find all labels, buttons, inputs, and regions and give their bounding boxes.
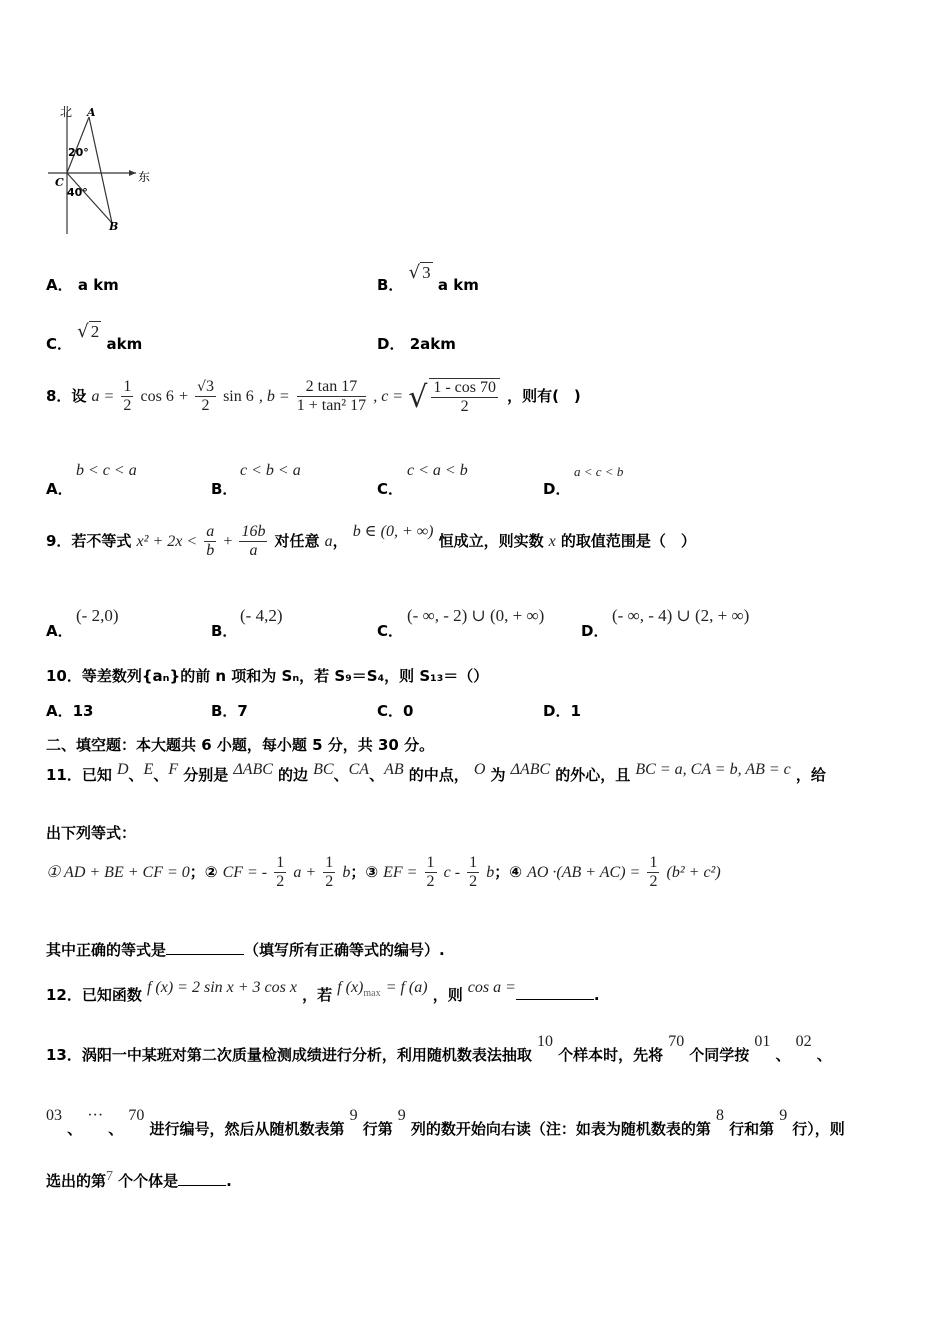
q13-n10: 10: [536, 1033, 553, 1050]
q11-sep-s2: ；③: [350, 863, 379, 881]
q9-frac1-num: a: [206, 523, 215, 540]
q7-option-b-text: a km: [437, 276, 479, 294]
q11-t5: 的外心，且: [555, 766, 631, 784]
q11-t4: 为: [490, 766, 506, 784]
q8-option-b: c < b < a: [240, 462, 301, 479]
q13-l3a: 选出的第: [46, 1172, 107, 1190]
q11-eq3-frac1-num: 1: [426, 854, 435, 871]
q11-eq2-frac2-den: 2: [325, 873, 334, 890]
q11-sep-s3: ；④: [494, 863, 522, 881]
q11-eq3-frac1-den: 2: [426, 873, 435, 890]
q9-frac1-den: b: [206, 542, 215, 559]
q8-b-def: , b =: [258, 388, 290, 405]
q11-ca: CA: [348, 761, 370, 778]
q13-n9a: 9: [349, 1107, 358, 1124]
q11-condition: BC = a, CA = b, AB = c: [635, 761, 791, 778]
q12-feq: = f (a): [385, 979, 428, 996]
q11-eq2-frac1-den: 2: [276, 873, 285, 890]
q13-n01: 01: [754, 1033, 771, 1050]
q12-fmax: f (x): [337, 979, 364, 996]
q13-l3b: 个个体是: [118, 1172, 179, 1190]
q8-a-def: a =: [91, 388, 115, 405]
q13-l2b: 行第: [362, 1120, 393, 1138]
q7-option-c-radicand: 2: [90, 322, 100, 341]
q11-point-f: F: [168, 761, 179, 778]
q9-option-c-label: C．: [377, 622, 404, 640]
q8-plus: +: [178, 388, 188, 405]
q8-cos6: cos 6: [140, 388, 174, 405]
q9-range-b: b ∈ (0, + ∞): [352, 523, 434, 540]
q8-number: 8．设: [46, 387, 87, 405]
q13-n9c: 9: [779, 1107, 788, 1124]
q12-max-sub: max: [363, 988, 381, 1000]
q11-bc: BC: [313, 761, 334, 778]
q11-line3: [46, 939, 445, 960]
q8-option-d-label: D．: [543, 480, 571, 498]
q11-eq2-frac1-num: 1: [276, 854, 285, 871]
figure-angle-20: 20°: [68, 146, 89, 159]
q8-tail: ，则有( ): [507, 387, 581, 405]
q13-n9b: 9: [397, 1107, 406, 1124]
q9-option-c: (- ∞, - 2) ∪ (0, + ∞): [407, 606, 545, 625]
q11-eq3c: b: [486, 864, 495, 881]
q11-sep2: 、: [153, 766, 169, 784]
q13-l2c: 列的数开始向右读（注：如表为随机数表的第: [410, 1120, 711, 1138]
direction-figure: [40, 100, 160, 240]
q8-option-c-label: C．: [377, 480, 404, 498]
q9-mid1: 对任意: [274, 532, 320, 550]
q7-option-d: [377, 333, 456, 354]
q11-number: 11．已知: [46, 766, 112, 784]
q7-option-a: [46, 274, 119, 295]
q11-sep4: 、: [369, 766, 385, 784]
q9-option-b-label: B．: [211, 622, 238, 640]
q7-option-c-label: C．: [46, 335, 73, 353]
q9-option-d: (- ∞, - 4) ∪ (2, + ∞): [612, 606, 750, 625]
q11-point-d: D: [116, 761, 129, 778]
q11-sep3: 、: [333, 766, 349, 784]
q13-l1b: 个样本时，先将: [558, 1046, 664, 1064]
figure-point-a: A: [87, 106, 96, 119]
q12-t1: ，若: [302, 986, 333, 1004]
q11-t6: ，给: [795, 766, 826, 784]
q12-number: 12．已知函数: [46, 986, 142, 1004]
q13-l1a: 13．涡阳一中某班对第二次质量检测成绩进行分析，利用随机数表法抽取: [46, 1046, 532, 1064]
q7-option-b: B． √ 3 a km: [377, 262, 479, 294]
q11-eq2c: b: [342, 864, 351, 881]
q7-option-d-label: D．: [377, 335, 405, 353]
q13-answer-blank[interactable]: [178, 1171, 226, 1186]
q12-cos: cos a =: [467, 979, 516, 996]
question-13-line3: [46, 1164, 232, 1190]
q10-stem: 10．等差数列{aₙ}的前 n 项和为 Sₙ，若 S₉＝S₄，则 S₁₃＝（）: [46, 667, 489, 685]
q13-n03: 03: [46, 1107, 62, 1124]
q13-l1c: 个同学按: [689, 1046, 750, 1064]
q11-eq2a: CF = -: [222, 864, 268, 881]
question-11: [46, 761, 826, 785]
section-2-heading: 二、填空题：本大题共 6 小题，每小题 5 分，共 30 分。: [46, 736, 435, 754]
q9-option-d-label: D．: [581, 622, 609, 640]
q10-option-c: C．0: [377, 702, 414, 720]
q11-eq1: ① AD + BE + CF = 0: [46, 864, 190, 881]
q13-n7: 7: [106, 1169, 114, 1184]
q9-mid2: 恒成立，则实数: [438, 532, 544, 550]
q10-option-d: D．1: [543, 702, 581, 720]
q13-sep2: 、: [816, 1046, 832, 1064]
q11-line3b: （填写所有正确等式的编号）.: [244, 941, 445, 959]
q8-b-den: 1 + tan² 17: [296, 397, 367, 414]
q13-sep3: 、: [67, 1120, 83, 1138]
q13-l2d: 行和第: [729, 1120, 775, 1138]
q13-l2e: 行），则: [792, 1120, 845, 1138]
q9-comma: ，: [332, 532, 348, 550]
figure-east-label: 东: [138, 170, 151, 184]
question-12: [46, 976, 600, 1004]
q9-tail: 的取值范围是（ ）: [560, 532, 696, 550]
figure-point-b: B: [109, 220, 119, 233]
q12-end: .: [593, 986, 600, 1004]
q11-answer-blank[interactable]: [166, 940, 244, 955]
q13-end: .: [226, 1172, 232, 1190]
q7-option-b-radicand: 3: [422, 263, 431, 282]
q10-option-b: B．7: [211, 702, 248, 720]
q11-point-e: E: [143, 761, 154, 778]
q8-sqrt3: 3: [205, 378, 214, 395]
question-8: 8．设 a = $\frac{1}{2}$ cos 6 + $\frac{√3}{2}$ sin 6 , b = $\frac{2 \tan 17}{\text{1 + tan² 17}}$ , c = √ $\frac{1 - \cos 70}{2}$ ，则有( ): [46, 378, 581, 416]
figure-north-label: 北: [60, 105, 73, 119]
q9-var-x: x: [548, 533, 556, 550]
q9-number: 9．若不等式: [46, 532, 132, 550]
q7-option-c-text: akm: [106, 335, 143, 353]
q11-eq2-frac2-num: 1: [325, 854, 334, 871]
q10-option-a: A．13: [46, 702, 94, 720]
q9-var-a: a: [324, 533, 333, 550]
q13-sep: 、: [775, 1046, 791, 1064]
q11-eq3-frac2-num: 1: [469, 854, 478, 871]
q13-n8: 8: [716, 1107, 724, 1124]
q11-line3a: 其中正确的等式是: [46, 941, 167, 959]
q8-option-d: a < c < b: [574, 464, 624, 479]
q7-option-a-text: a km: [77, 276, 119, 294]
q11-eq2b: a +: [293, 864, 317, 881]
q11-line2: 出下列等式：: [46, 824, 137, 842]
q11-eq3b: c -: [443, 864, 461, 881]
q13-n02: 02: [795, 1033, 812, 1050]
figure-point-c: C: [55, 176, 64, 189]
q8-option-c: c < a < b: [407, 462, 468, 479]
question-13-line2: [46, 1104, 845, 1138]
q11-eq3a: EF =: [383, 864, 418, 881]
question-9: 9．若不等式 x² + 2x < $\frac{a}{b}$ + $\frac{16b}{a}$ 对任意 a， b ∈ (0, + ∞) 恒成立，则实数 x 的取值范围是（ ）: [46, 523, 696, 559]
q12-function: f (x) = 2 sin x + 3 cos x: [146, 979, 297, 996]
q7-option-d-text: 2akm: [409, 335, 456, 353]
q8-c-num: 1 - cos 70: [433, 379, 496, 397]
q11-eq4b: (b² + c²): [666, 864, 721, 881]
figure-angle-40: 40°: [67, 186, 88, 199]
q8-half-den: 2: [123, 397, 132, 414]
q13-n70: 70: [668, 1033, 685, 1050]
q9-option-a: (- 2,0): [76, 606, 119, 625]
q8-half-num: 1: [123, 378, 132, 395]
q7-option-a-label: A．: [46, 276, 73, 294]
q9-ineq-left: x² + 2x <: [136, 533, 198, 550]
q9-frac2-den: a: [249, 542, 258, 559]
q11-sep-s1: ；②: [189, 863, 218, 881]
q13-sep4: 、: [108, 1120, 124, 1138]
q11-eq3-frac2-den: 2: [469, 873, 478, 890]
q9-option-b: (- 4,2): [240, 606, 283, 625]
q11-eq4-frac-num: 1: [649, 854, 658, 871]
q8-option-b-label: B．: [211, 480, 238, 498]
q11-equations: [46, 854, 721, 891]
q8-option-a-label: A．: [46, 480, 73, 498]
q11-eq4a: AO ·(AB + AC) =: [527, 864, 641, 881]
q11-triangle2: ΔABC: [510, 761, 551, 778]
q8-c-def: , c =: [373, 388, 404, 405]
q11-ab: AB: [384, 761, 404, 778]
q9-frac2-num: 16b: [241, 523, 266, 540]
q12-t2: ，则: [432, 986, 463, 1004]
q13-l2a: 进行编号，然后从随机数表第: [149, 1120, 345, 1138]
q11-t3: 的中点，: [408, 766, 469, 784]
q8-b-num: 2 tan 17: [297, 378, 366, 397]
q13-n70b: 70: [128, 1107, 145, 1124]
q9-option-a-label: A．: [46, 622, 73, 640]
q11-t1: 分别是: [183, 766, 229, 784]
q11-t2: 的边: [278, 766, 309, 784]
q11-triangle1: ΔABC: [233, 761, 273, 778]
q13-dots: ···: [87, 1107, 104, 1124]
q7-option-c: C． √ 2 akm: [46, 321, 143, 353]
q8-c-den: 2: [460, 398, 469, 416]
q11-o: O: [473, 761, 486, 778]
q8-sqrt3-den: 2: [201, 397, 210, 414]
q11-sep1: 、: [128, 766, 144, 784]
q7-option-b-label: B．: [377, 276, 404, 294]
q8-option-a: b < c < a: [76, 462, 137, 479]
q8-sin6: sin 6: [223, 388, 254, 405]
q11-eq4-frac-den: 2: [649, 873, 658, 890]
q12-answer-blank[interactable]: [516, 985, 594, 1000]
question-13-line1: [46, 1030, 832, 1064]
